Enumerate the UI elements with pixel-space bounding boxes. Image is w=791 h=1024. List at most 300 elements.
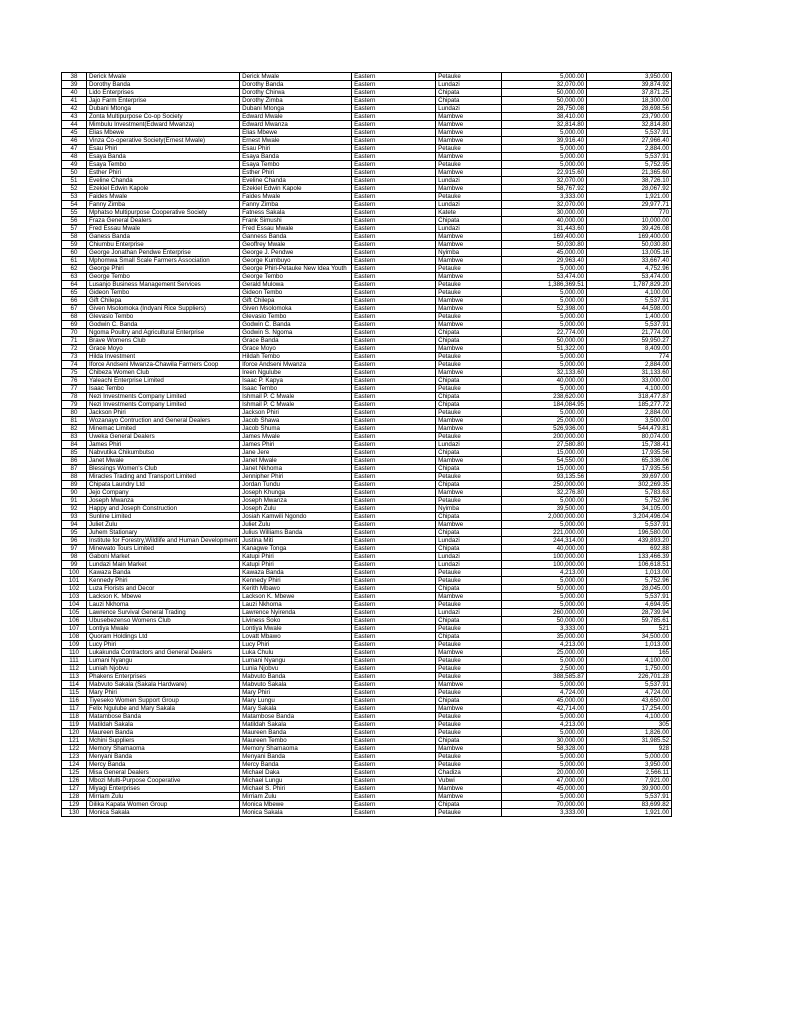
row-number-cell: 107 (62, 625, 87, 633)
province-cell: Eastern (352, 241, 436, 249)
person-name-cell: Michael S. Phiri (240, 785, 352, 793)
row-number-cell: 125 (62, 769, 87, 777)
amount-cell: 40,000.00 (502, 217, 587, 225)
district-cell: Mambwe (436, 113, 502, 121)
amount-cell: 50,000.00 (502, 337, 587, 345)
balance-cell: 165 (587, 649, 672, 657)
table-row (62, 177, 672, 185)
row-number-cell: 91 (62, 497, 87, 505)
amount-cell: 50,000.00 (502, 89, 587, 97)
district-cell: Chipata (436, 481, 502, 489)
province-cell: Eastern (352, 753, 436, 761)
province-cell: Eastern (352, 409, 436, 417)
province-cell: Eastern (352, 361, 436, 369)
business-name-cell: Ngoma Poultry and Agricultural Enterprise (87, 329, 240, 337)
amount-cell: 388,585.87 (502, 673, 587, 681)
balance-cell: 106,618.51 (587, 561, 672, 569)
person-name-cell: Esther Phiri (240, 169, 352, 177)
table-row (62, 361, 672, 369)
row-number-cell: 42 (62, 105, 87, 113)
table-row (62, 89, 672, 97)
table-row (62, 185, 672, 193)
row-number-cell: 128 (62, 793, 87, 801)
business-name-cell: Wozanayo Contruction and General Dealers (87, 417, 240, 425)
district-cell: Mambwe (436, 345, 502, 353)
person-name-cell: Ganness Banda (240, 233, 352, 241)
person-name-cell: Liviness Soko (240, 617, 352, 625)
person-name-cell: James Mwale (240, 433, 352, 441)
person-name-cell: Dubani Mtonga (240, 105, 352, 113)
business-name-cell: Fanny Zimba (87, 201, 240, 209)
business-name-cell: Matildah Sakala (87, 721, 240, 729)
amount-cell: 40,000.00 (502, 545, 587, 553)
person-name-cell: Jennipher Phiri (240, 473, 352, 481)
district-cell: Mambwe (436, 793, 502, 801)
row-number-cell: 119 (62, 721, 87, 729)
person-name-cell: Grace Banda (240, 337, 352, 345)
person-name-cell: Kanagwe Tonga (240, 545, 352, 553)
table-row (62, 489, 672, 497)
amount-cell: 244,314.00 (502, 537, 587, 545)
business-name-cell: Menyani Banda (87, 753, 240, 761)
amount-cell: 5,000.00 (502, 657, 587, 665)
amount-cell: 15,000.00 (502, 465, 587, 473)
table-row (62, 721, 672, 729)
row-number-cell: 60 (62, 249, 87, 257)
amount-cell: 5,000.00 (502, 297, 587, 305)
person-name-cell: Esaya Tembo (240, 161, 352, 169)
business-name-cell: Happy and Joseph Construction (87, 505, 240, 513)
table-row (62, 433, 672, 441)
province-cell: Eastern (352, 105, 436, 113)
balance-cell: 169,400.00 (587, 233, 672, 241)
balance-cell: 34,500.00 (587, 633, 672, 641)
business-name-cell: Miyagi Enterprises (87, 785, 240, 793)
table-row (62, 73, 672, 81)
table-row (62, 465, 672, 473)
district-cell: Mambwe (436, 745, 502, 753)
person-name-cell: Monica Sakala (240, 809, 352, 817)
balance-cell: 17,254.00 (587, 705, 672, 713)
amount-cell: 4,213.00 (502, 721, 587, 729)
balance-cell: 32,814.80 (587, 121, 672, 129)
person-name-cell: George J. Pendwe (240, 249, 352, 257)
row-number-cell: 73 (62, 353, 87, 361)
business-name-cell: Esau Phiri (87, 145, 240, 153)
table-row (62, 105, 672, 113)
person-name-cell: Jacob Shawa (240, 417, 352, 425)
district-cell: Chipata (436, 737, 502, 745)
person-name-cell: Gerald Mulowa (240, 281, 352, 289)
table-row (62, 569, 672, 577)
amount-cell: 4,724.00 (502, 689, 587, 697)
province-cell: Eastern (352, 793, 436, 801)
person-name-cell: Jackson Phiri (240, 409, 352, 417)
table-row (62, 329, 672, 337)
person-name-cell: Kennedy Phiri (240, 577, 352, 585)
province-cell: Eastern (352, 761, 436, 769)
business-name-cell: Janet Mwale (87, 457, 240, 465)
table-row (62, 137, 672, 145)
province-cell: Eastern (352, 625, 436, 633)
business-name-cell: Minemac Limited (87, 425, 240, 433)
balance-cell: 1,013.00 (587, 641, 672, 649)
table-row (62, 601, 672, 609)
person-name-cell: Gideon Tembo (240, 289, 352, 297)
province-cell: Eastern (352, 737, 436, 745)
amount-cell: 238,620.00 (502, 393, 587, 401)
person-name-cell: Juliet Zulu (240, 521, 352, 529)
district-cell: Mambwe (436, 185, 502, 193)
province-cell: Eastern (352, 169, 436, 177)
business-name-cell: Juliet Zulu (87, 521, 240, 529)
row-number-cell: 90 (62, 489, 87, 497)
business-name-cell: Chiumbu Enterprise (87, 241, 240, 249)
person-name-cell: Dorothy Banda (240, 81, 352, 89)
amount-cell: 526,936.00 (502, 425, 587, 433)
row-number-cell: 92 (62, 505, 87, 513)
province-cell: Eastern (352, 369, 436, 377)
table-row (62, 633, 672, 641)
row-number-cell: 116 (62, 697, 87, 705)
person-name-cell: Fred Essau Mwale (240, 225, 352, 233)
province-cell: Eastern (352, 337, 436, 345)
amount-cell: 169,400.00 (502, 233, 587, 241)
row-number-cell: 86 (62, 457, 87, 465)
amount-cell: 5,000.00 (502, 73, 587, 81)
person-name-cell: Gift Chilepa (240, 297, 352, 305)
district-cell: Petauke (436, 753, 502, 761)
amount-cell: 5,000.00 (502, 593, 587, 601)
district-cell: Petauke (436, 409, 502, 417)
amount-cell: 5,000.00 (502, 321, 587, 329)
amount-cell: 54,550.00 (502, 457, 587, 465)
business-name-cell: Jajo Farm Enterprise (87, 97, 240, 105)
district-cell: Chipata (436, 97, 502, 105)
province-cell: Eastern (352, 217, 436, 225)
row-number-cell: 62 (62, 265, 87, 273)
province-cell: Eastern (352, 329, 436, 337)
business-name-cell: Jejo Company (87, 489, 240, 497)
row-number-cell: 72 (62, 345, 87, 353)
district-cell: Mambwe (436, 121, 502, 129)
table-row (62, 561, 672, 569)
balance-cell: 3,204,496.04 (587, 513, 672, 521)
balance-cell: 439,893.20 (587, 537, 672, 545)
table-row (62, 713, 672, 721)
province-cell: Eastern (352, 521, 436, 529)
balance-cell: 21,774.00 (587, 329, 672, 337)
table-row (62, 393, 672, 401)
table-row (62, 793, 672, 801)
amount-cell: 3,333.00 (502, 193, 587, 201)
row-number-cell: 130 (62, 809, 87, 817)
balance-cell: 1,750.00 (587, 665, 672, 673)
person-name-cell: Geoffrey Mwale (240, 241, 352, 249)
row-number-cell: 53 (62, 193, 87, 201)
district-cell: Katete (436, 209, 502, 217)
province-cell: Eastern (352, 609, 436, 617)
row-number-cell: 58 (62, 233, 87, 241)
province-cell: Eastern (352, 185, 436, 193)
province-cell: Eastern (352, 161, 436, 169)
province-cell: Eastern (352, 345, 436, 353)
province-cell: Eastern (352, 89, 436, 97)
district-cell: Petauke (436, 161, 502, 169)
table-row (62, 585, 672, 593)
business-name-cell: Lundazi Main Market (87, 561, 240, 569)
province-cell: Eastern (352, 553, 436, 561)
row-number-cell: 85 (62, 449, 87, 457)
balance-cell: 5,537.91 (587, 153, 672, 161)
business-name-cell: Elias Mbewe (87, 129, 240, 137)
person-name-cell: Lontiya Mwale (240, 625, 352, 633)
row-number-cell: 94 (62, 521, 87, 529)
balance-cell: 8,409.00 (587, 345, 672, 353)
balance-cell: 31,985.52 (587, 737, 672, 745)
table-row (62, 457, 672, 465)
amount-cell: 39,916.40 (502, 137, 587, 145)
balance-cell: 1,921.00 (587, 809, 672, 817)
business-name-cell: Esaya Tembo (87, 161, 240, 169)
business-name-cell: Luza Florists and Decor (87, 585, 240, 593)
district-cell: Mambwe (436, 273, 502, 281)
balance-cell: 39,900.00 (587, 785, 672, 793)
row-number-cell: 110 (62, 649, 87, 657)
amount-cell: 100,000.00 (502, 561, 587, 569)
table-row (62, 217, 672, 225)
person-name-cell: Joseph Khunga (240, 489, 352, 497)
amount-cell: 45,000.00 (502, 697, 587, 705)
person-name-cell: Kawaza Banda (240, 569, 352, 577)
table-row (62, 377, 672, 385)
province-cell: Eastern (352, 145, 436, 153)
row-number-cell: 39 (62, 81, 87, 89)
business-name-cell: Monica Sakala (87, 809, 240, 817)
table-row (62, 145, 672, 153)
table-row (62, 625, 672, 633)
person-name-cell: Faides Mwale (240, 193, 352, 201)
person-name-cell: Michael Daka (240, 769, 352, 777)
balance-cell: 23,790.00 (587, 113, 672, 121)
province-cell: Eastern (352, 513, 436, 521)
balance-cell: 1,787,829.20 (587, 281, 672, 289)
row-number-cell: 109 (62, 641, 87, 649)
business-name-cell: Quoram Holdings Ltd (87, 633, 240, 641)
table-row (62, 81, 672, 89)
district-cell: Chipata (436, 529, 502, 537)
province-cell: Eastern (352, 537, 436, 545)
province-cell: Eastern (352, 777, 436, 785)
district-cell: Mambwe (436, 305, 502, 313)
business-name-cell: Phakens Enterprises (87, 673, 240, 681)
person-name-cell: Katupi Phiri (240, 553, 352, 561)
district-cell: Lundazi (436, 561, 502, 569)
district-cell: Petauke (436, 193, 502, 201)
business-name-cell: Jackson Phiri (87, 409, 240, 417)
balance-cell: 774 (587, 353, 672, 361)
person-name-cell: Matildah Sakala (240, 721, 352, 729)
province-cell: Eastern (352, 441, 436, 449)
business-name-cell: Mercy Banda (87, 761, 240, 769)
person-name-cell: Jordan Tundu (240, 481, 352, 489)
row-number-cell: 127 (62, 785, 87, 793)
business-name-cell: Gift Chilepa (87, 297, 240, 305)
table-row (62, 753, 672, 761)
row-number-cell: 96 (62, 537, 87, 545)
person-name-cell: Kerith Mbawo (240, 585, 352, 593)
person-name-cell: Lackson K. Mbewe (240, 593, 352, 601)
balance-cell: 2,566.11 (587, 769, 672, 777)
balance-cell: 50,030.80 (587, 241, 672, 249)
amount-cell: 32,070.00 (502, 177, 587, 185)
balance-cell: 38,726.10 (587, 177, 672, 185)
person-name-cell: Ireen Ngulube (240, 369, 352, 377)
table-row (62, 425, 672, 433)
person-name-cell: Janet Mwale (240, 457, 352, 465)
business-name-cell: Matambose Banda (87, 713, 240, 721)
province-cell: Eastern (352, 249, 436, 257)
row-number-cell: 56 (62, 217, 87, 225)
amount-cell: 5,000.00 (502, 289, 587, 297)
province-cell: Eastern (352, 401, 436, 409)
business-name-cell: Sunline Limited (87, 513, 240, 521)
row-number-cell: 112 (62, 665, 87, 673)
district-cell: Chipata (436, 465, 502, 473)
person-name-cell: Joseph Mwanza (240, 497, 352, 505)
business-name-cell: Fred Essau Mwale (87, 225, 240, 233)
province-cell: Eastern (352, 593, 436, 601)
amount-cell: 5,000.00 (502, 153, 587, 161)
person-name-cell: Dorothy Chirwa (240, 89, 352, 97)
district-cell: Mambwe (436, 137, 502, 145)
district-cell: Petauke (436, 265, 502, 273)
district-cell: Mambwe (436, 417, 502, 425)
province-cell: Eastern (352, 305, 436, 313)
row-number-cell: 89 (62, 481, 87, 489)
district-cell: Mambwe (436, 129, 502, 137)
business-name-cell: Lackson K. Mbewe (87, 593, 240, 601)
amount-cell: 3,333.00 (502, 809, 587, 817)
district-cell: Petauke (436, 145, 502, 153)
row-number-cell: 79 (62, 401, 87, 409)
amount-cell: 184,084.95 (502, 401, 587, 409)
province-cell: Eastern (352, 113, 436, 121)
person-name-cell: Michael Lungu (240, 777, 352, 785)
amount-cell: 5,000.00 (502, 129, 587, 137)
table-row (62, 209, 672, 217)
person-name-cell: Ezekiel Edwin Kapole (240, 185, 352, 193)
row-number-cell: 97 (62, 545, 87, 553)
district-cell: Chipata (436, 217, 502, 225)
balance-cell: 5,537.91 (587, 793, 672, 801)
province-cell: Eastern (352, 73, 436, 81)
province-cell: Eastern (352, 561, 436, 569)
amount-cell: 5,000.00 (502, 729, 587, 737)
row-number-cell: 98 (62, 553, 87, 561)
amount-cell: 52,398.00 (502, 305, 587, 313)
district-cell: Mambwe (436, 153, 502, 161)
province-cell: Eastern (352, 137, 436, 145)
person-name-cell: Isaac Tembo (240, 385, 352, 393)
balance-cell: 692.88 (587, 545, 672, 553)
table-row (62, 113, 672, 121)
business-name-cell: Lawrence Survival General Trading (87, 609, 240, 617)
amount-cell: 4,213.00 (502, 641, 587, 649)
amount-cell: 5,000.00 (502, 521, 587, 529)
amount-cell: 5,000.00 (502, 497, 587, 505)
table-row (62, 289, 672, 297)
table-row (62, 201, 672, 209)
row-number-cell: 104 (62, 601, 87, 609)
amount-cell: 31,443.60 (502, 225, 587, 233)
table-row (62, 705, 672, 713)
row-number-cell: 101 (62, 577, 87, 585)
province-cell: Eastern (352, 265, 436, 273)
balance-cell: 28,045.00 (587, 585, 672, 593)
table-row (62, 233, 672, 241)
province-cell: Eastern (352, 497, 436, 505)
table-row (62, 553, 672, 561)
district-cell: Chipata (436, 513, 502, 521)
business-name-cell: Lauzi Nkhoma (87, 601, 240, 609)
balance-cell: 10,000.00 (587, 217, 672, 225)
amount-cell: 25,000.00 (502, 649, 587, 657)
row-number-cell: 59 (62, 241, 87, 249)
province-cell: Eastern (352, 545, 436, 553)
table-row (62, 473, 672, 481)
row-number-cell: 77 (62, 385, 87, 393)
amount-cell: 5,000.00 (502, 761, 587, 769)
business-name-cell: Faides Mwale (87, 193, 240, 201)
person-name-cell: Godwin C. Banda (240, 321, 352, 329)
province-cell: Eastern (352, 121, 436, 129)
province-cell: Eastern (352, 473, 436, 481)
row-number-cell: 114 (62, 681, 87, 689)
balance-cell: 544,479.81 (587, 425, 672, 433)
person-name-cell: George Tembo (240, 273, 352, 281)
person-name-cell: Memory Shamaoma (240, 745, 352, 753)
row-number-cell: 74 (62, 361, 87, 369)
amount-cell: 5,000.00 (502, 409, 587, 417)
province-cell: Eastern (352, 209, 436, 217)
district-cell: Petauke (436, 281, 502, 289)
business-name-cell: Given Msolomoka (Indyani Rice Suppliers) (87, 305, 240, 313)
amount-cell: 5,000.00 (502, 793, 587, 801)
business-name-cell: Brave Womens Club (87, 337, 240, 345)
district-cell: Petauke (436, 577, 502, 585)
district-cell: Lundazi (436, 225, 502, 233)
province-cell: Eastern (352, 729, 436, 737)
row-number-cell: 47 (62, 145, 87, 153)
business-name-cell: Mabvuto Sakala (Sakala Hardware) (87, 681, 240, 689)
table-row (62, 537, 672, 545)
table-row (62, 153, 672, 161)
row-number-cell: 84 (62, 441, 87, 449)
amount-cell: 30,000.00 (502, 737, 587, 745)
table-row (62, 257, 672, 265)
person-name-cell: Fanny Zimba (240, 201, 352, 209)
amount-cell: 29,963.40 (502, 257, 587, 265)
balance-cell: 770 (587, 209, 672, 217)
balance-cell: 15,738.41 (587, 441, 672, 449)
amount-cell: 100,000.00 (502, 553, 587, 561)
person-name-cell: Ishmail P. C Mwale (240, 401, 352, 409)
district-cell: Petauke (436, 385, 502, 393)
balance-cell: 5,537.91 (587, 321, 672, 329)
balance-cell: 5,537.91 (587, 593, 672, 601)
amount-cell: 28,750.08 (502, 105, 587, 113)
